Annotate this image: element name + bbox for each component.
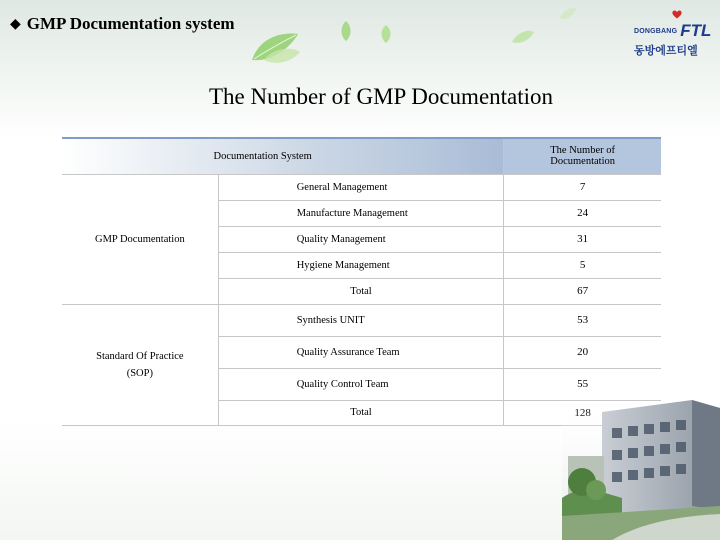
- sop-label-line2: (SOP): [126, 367, 153, 379]
- row-value: 55: [504, 368, 661, 400]
- row-name: Synthesis UNIT: [218, 304, 504, 336]
- table-row: [62, 174, 661, 200]
- header-title: [10, 14, 235, 34]
- header-number-of-documentation: [504, 138, 661, 174]
- sop-label: [62, 304, 218, 425]
- diamond-bullet-icon: ◆: [10, 16, 21, 32]
- table-header-row: [62, 138, 661, 174]
- row-value: 53: [504, 304, 661, 336]
- header-title-text: GMP Documentation system: [26, 14, 235, 33]
- row-value: 7: [504, 174, 661, 200]
- row-name: Quality Assurance Team: [218, 336, 504, 368]
- total-value: 67: [504, 278, 661, 304]
- table-row: [62, 304, 661, 336]
- logo-brand-korean: 동방에프티엘: [634, 44, 698, 57]
- header-number-line2: Documentation: [550, 156, 615, 168]
- header-documentation-system: Documentation System: [62, 138, 504, 174]
- leaf-decoration-icon: [378, 24, 394, 44]
- leaf-decoration-icon: [338, 20, 354, 42]
- heart-logo-icon: [672, 10, 682, 19]
- sop-label-line1: Standard Of Practice: [96, 350, 184, 362]
- leaf-decoration-icon: [510, 28, 536, 46]
- row-value: 31: [504, 226, 661, 252]
- leaf-decoration-icon: [262, 44, 302, 66]
- row-name: Hygiene Management: [218, 252, 504, 278]
- row-value: 24: [504, 200, 661, 226]
- row-name: General Management: [218, 174, 504, 200]
- factory-building-image: [562, 398, 720, 540]
- gmp-documentation-label: GMP Documentation: [62, 174, 218, 304]
- row-value: 20: [504, 336, 661, 368]
- page-title: The Number of GMP Documentation: [208, 84, 554, 109]
- row-name: Manufacture Management: [218, 200, 504, 226]
- row-name: Quality Management: [218, 226, 504, 252]
- logo-brand-large: FTL: [680, 21, 712, 40]
- total-label: Total: [218, 278, 504, 304]
- row-name: Quality Control Team: [218, 368, 504, 400]
- leaf-decoration-icon: [558, 6, 578, 22]
- row-value: 5: [504, 252, 661, 278]
- header-number-line1: The Number of: [550, 145, 615, 157]
- logo-wordmark: [634, 22, 716, 40]
- total-label: Total: [218, 400, 504, 425]
- documentation-table: [62, 137, 661, 426]
- company-logo: [634, 12, 716, 57]
- logo-brand-small: DONGBANG: [634, 27, 678, 35]
